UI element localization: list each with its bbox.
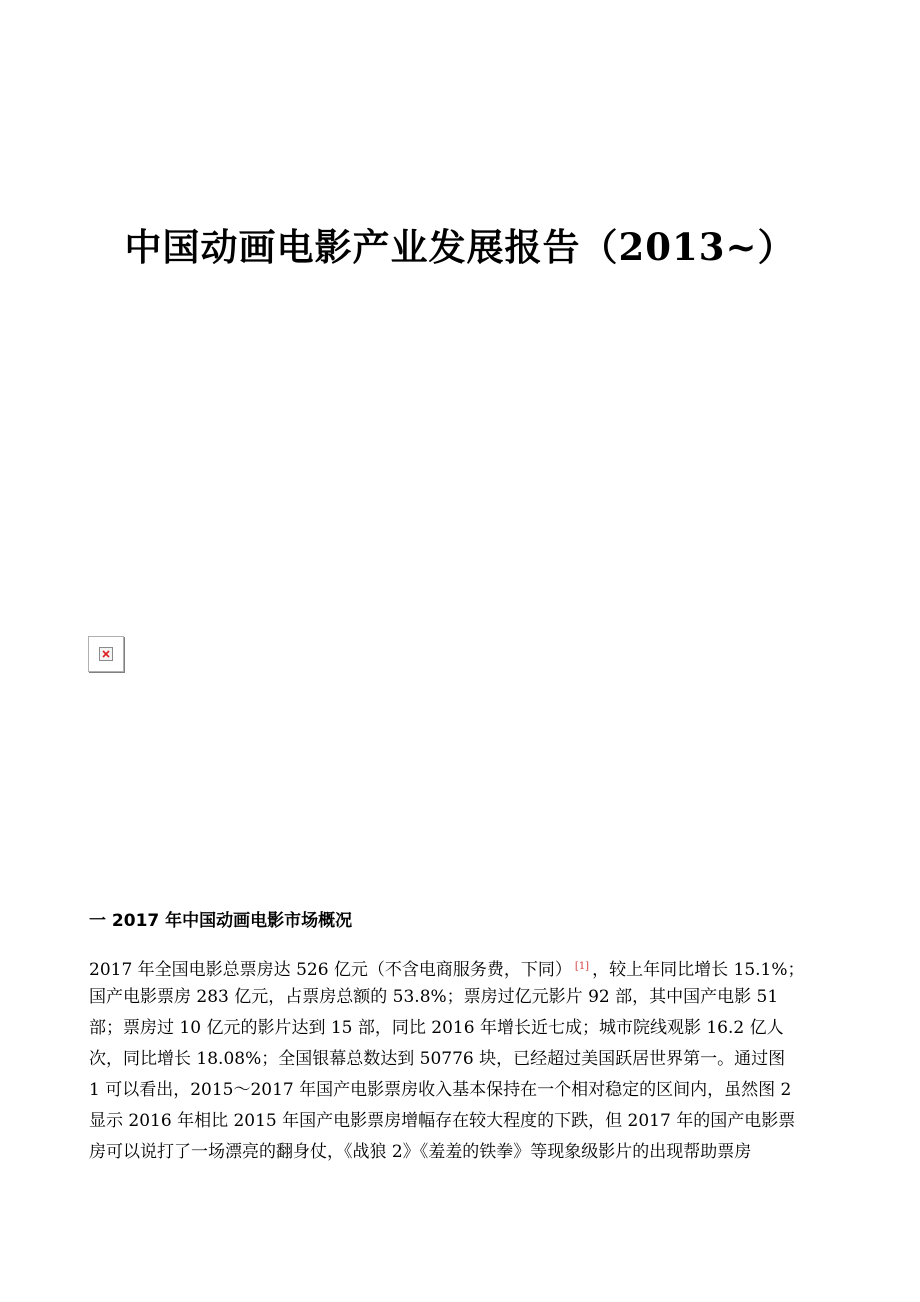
broken-image-placeholder [88, 636, 124, 672]
footnote-reference[interactable]: [1] [574, 961, 590, 972]
paragraph-line: 1 可以看出，2015～2017 年国产电影票房收入基本保持在一个相对稳定的区间内，虽然图 2 [89, 1080, 792, 1100]
paragraph-line: 次，同比增长 18.08%；全国银幕总数达到 50776 块，已经超过美国跃居世界第一。通过图 [89, 1049, 786, 1069]
section-heading: 一 2017 年中国动画电影市场概况 [89, 911, 353, 931]
paragraph-line: 房可以说打了一场漂亮的翻身仗，《战狼 2》《羞羞的铁拳》等现象级影片的出现帮助票房 [89, 1142, 752, 1162]
broken-image-icon [99, 647, 113, 661]
paragraph-line: 部；票房过 10 亿元的影片达到 15 部，同比 2016 年增长近七成；城市院线观影 16.2 亿人 [89, 1018, 784, 1038]
body-paragraph [89, 951, 829, 1168]
paragraph-line: 国产电影票房 283 亿元，占票房总额的 53.8%；票房过亿元影片 92 部，其中国产电影 51 [89, 987, 779, 1007]
document-title: 中国动画电影产业发展报告（2013~） [124, 225, 796, 269]
paragraph-line: 显示 2016 年相比 2015 年国产电影票房增幅存在较大程度的下跌，但 2017 年的国产电影票 [89, 1111, 796, 1131]
paragraph-line: 2017 年全国电影总票房达 526 亿元（不含电商服务费，下同） [1] ，较上年同比增长 15.1%； [89, 960, 805, 980]
